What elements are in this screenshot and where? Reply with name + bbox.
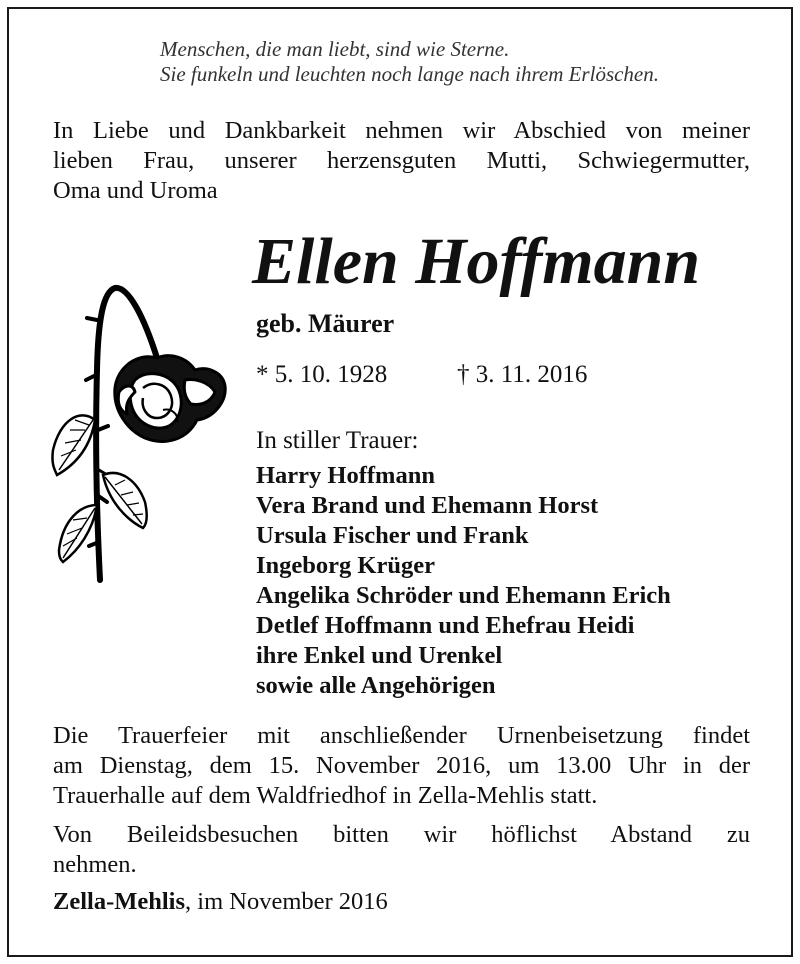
- mourner-name: Detlef Hoffmann und Ehefrau Heidi: [256, 612, 635, 639]
- mourner-name: Ursula Fischer und Frank: [256, 522, 529, 549]
- mourner-name: Vera Brand und Ehemann Horst: [256, 492, 599, 519]
- visits-line-1: Von Beileidsbesuchen bitten wir höflichst Abstand zu: [53, 821, 750, 848]
- intro-line-2: lieben Frau, unserer herzensguten Mutti, Schwiegermutter,: [53, 147, 750, 174]
- mourning-heading: In stiller Trauer:: [256, 427, 419, 454]
- closing-place: Zella-Mehlis: [53, 888, 186, 915]
- ceremony-notice: [53, 721, 750, 811]
- motto-line-2: Sie funkeln und leuchten noch lange nach ihrem Erlöschen.: [160, 62, 660, 86]
- mourners-list: [256, 461, 671, 701]
- drooping-rose-icon: [45, 280, 235, 590]
- motto-line-1: Menschen, die man liebt, sind wie Sterne.: [160, 37, 510, 61]
- closing-line: [53, 887, 388, 917]
- mourner-name: sowie alle Angehörigen: [256, 672, 496, 699]
- death-date: † 3. 11. 2016: [457, 361, 588, 388]
- mourner-name: Ingeborg Krüger: [256, 552, 435, 579]
- closing-date: , im November 2016: [185, 888, 388, 915]
- ceremony-line-3: Trauerhalle auf dem Waldfriedhof in Zella-Mehlis statt.: [53, 782, 598, 809]
- intro-line-3: Oma und Uroma: [53, 177, 218, 204]
- ceremony-line-1: Die Trauerfeier mit anschließender Urnenbeisetzung findet: [53, 722, 750, 749]
- intro-text: [53, 116, 750, 206]
- condolence-visits-notice: [53, 820, 750, 880]
- mourner-name: Angelika Schröder und Ehemann Erich: [256, 582, 671, 609]
- mourner-name: Harry Hoffmann: [256, 462, 435, 489]
- deceased-name: Ellen Hoffmann: [252, 225, 701, 298]
- birth-date: * 5. 10. 1928: [256, 361, 388, 388]
- mourner-name: ihre Enkel und Urenkel: [256, 642, 503, 669]
- visits-line-2: nehmen.: [53, 851, 137, 878]
- motto-quote: [160, 37, 760, 87]
- intro-line-1: In Liebe und Dankbarkeit nehmen wir Abschied von meiner: [53, 117, 750, 144]
- maiden-name: geb. Mäurer: [256, 309, 395, 338]
- ceremony-line-2: am Dienstag, dem 15. November 2016, um 13.00 Uhr in der: [53, 752, 750, 779]
